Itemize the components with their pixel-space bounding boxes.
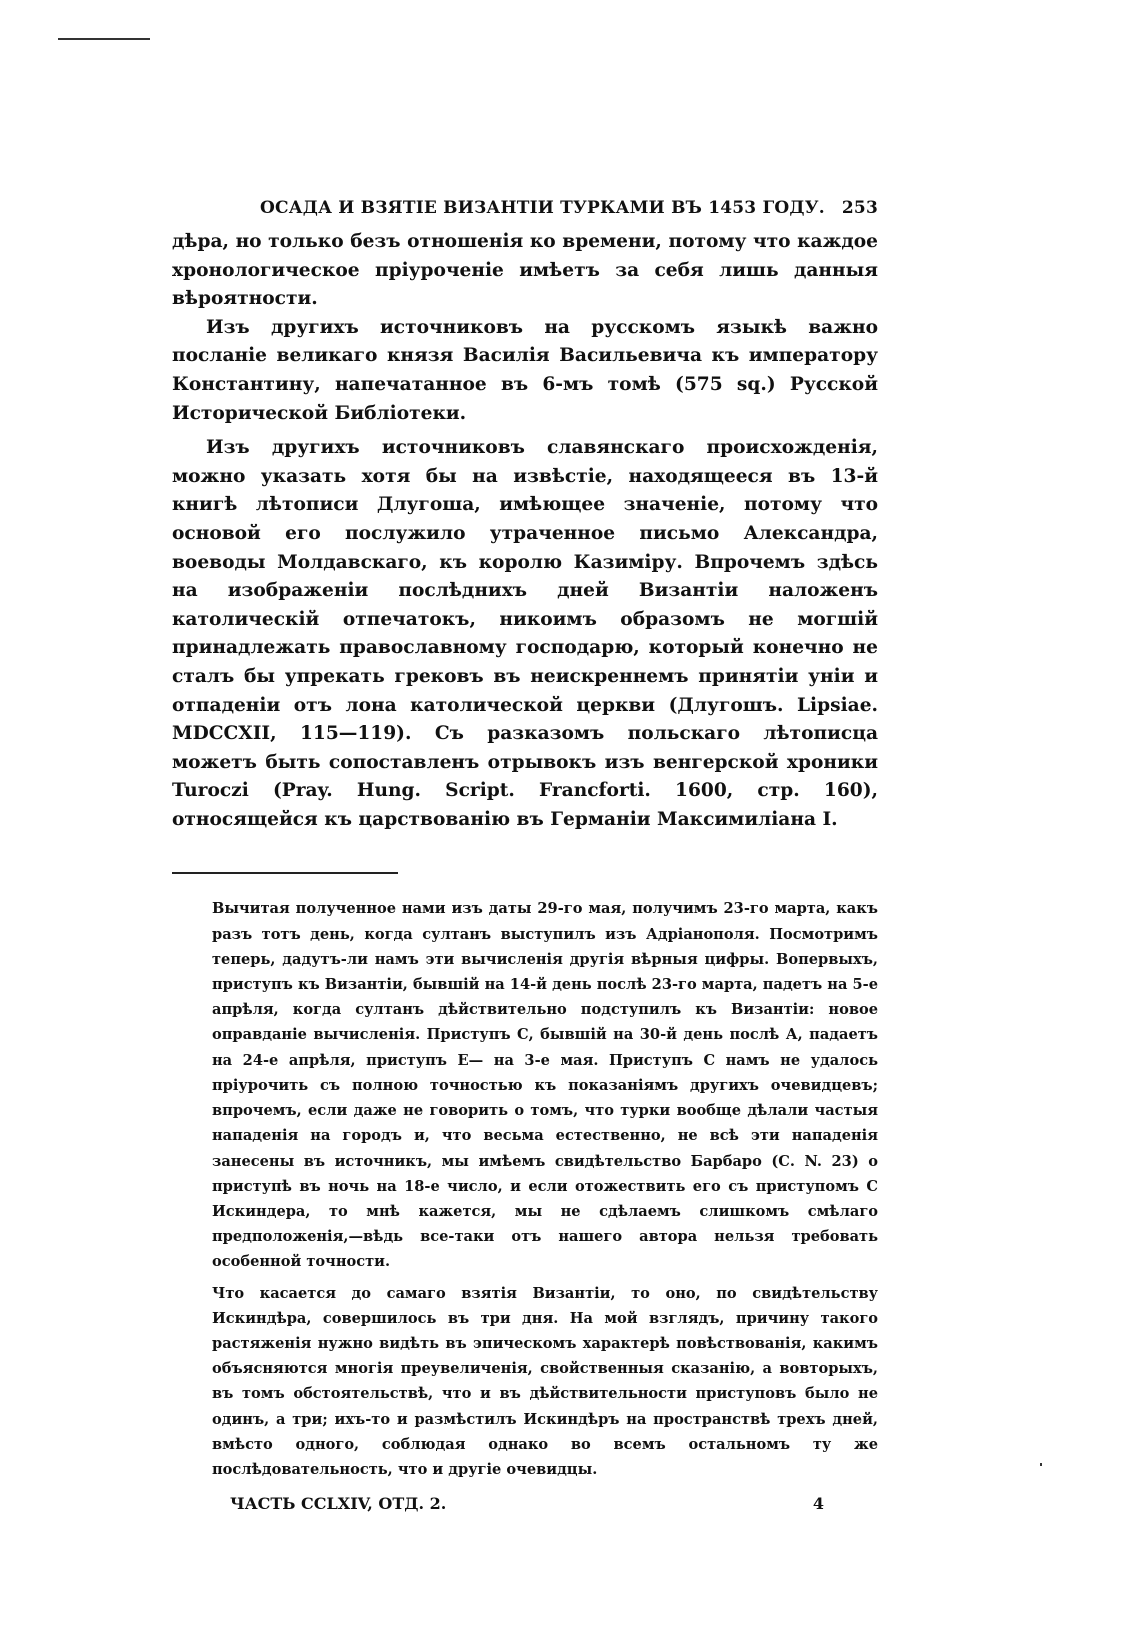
- body-paragraph: Изъ другихъ источниковъ на русскомъ языкѣ важно посланіе великаго князя Василія Васильевича къ императору Константину, напечатанное въ 6-мъ томѣ (575 sq.) Русской Исторической Библіотеки.: [172, 316, 878, 424]
- body-paragraph: дѣра, но только безъ отношенія ко времени, потому что каждое хронологическое пріуроченіе имѣетъ за себя лишь данныя вѣроятности.: [172, 231, 878, 310]
- running-title: ОСАДА И ВЗЯТІЕ ВИЗАНТІИ ТУРКАМИ ВЪ 1453 ГОДУ.: [260, 198, 825, 218]
- body-text: [172, 228, 878, 834]
- scan-edge-rule: [58, 38, 150, 40]
- page-number: 253: [841, 198, 878, 218]
- footnote-separator: [172, 872, 398, 874]
- footnote-paragraph: Вычитая полученное нами изъ даты 29-го мая, получимъ 23-го марта, какъ разъ тотъ день, когда султанъ выступилъ изъ Адріанополя. Посмотримъ теперь, дадутъ-ли намъ эти вычисленія другія вѣрныя цифры. Вопервыхъ, приступъ къ Византіи, бывшій на 14-й день послѣ 23-го марта, падетъ на 5-е апрѣля, когда султанъ дѣйствительно подступилъ къ Византіи: новое оправданіе вычисленія. Приступъ С, бывшій на 30-й день послѣ А, падаетъ на 24-е апрѣля, приступъ Е— на 3-е мая. Приступъ С намъ не удалось пріурочить съ полною точностью къ показаніямъ другихъ очевидцевъ; впрочемъ, если даже не говорить о томъ, что турки вообще дѣлали частыя нападенія на городъ и, что весьма естественно, не всѣ эти нападенія занесены въ источникъ, мы имѣемъ свидѣтельство Барбаро (С. N. 23) о приступѣ въ ночь на 18-е число, и если отожествить его съ приступомъ С Искиндера, то мнѣ кажется, мы не сдѣлаемъ слишкомъ смѣлаго предположенія,—вѣдь все-таки отъ нашего автора нельзя требовать особенной точности.: [212, 900, 878, 1271]
- part-section-label: ЧАСТЬ CCLXIV, ОТД. 2.: [230, 1494, 447, 1514]
- signature-line: [172, 1494, 878, 1513]
- page: [172, 198, 878, 1513]
- scan-speck: [1040, 1463, 1042, 1466]
- footnote-paragraph: Что касается до самаго взятія Византіи, то оно, по свидѣтельству Искиндѣра, совершилось въ три дня. На мой взглядъ, причину такого растяженія нужно видѣть въ эпическомъ характерѣ повѣствованія, какимъ объясняются многія преувеличенія, свойственныя сказанію, а вовторыхъ, въ томъ обстоятельствѣ, что и въ дѣйствительности приступовъ было не одинъ, а три; ихъ-то и размѣстилъ Искиндѣръ на пространствѣ трехъ дней, вмѣсто одного, соблюдая однако во всемъ остальномъ ту же послѣдовательность, что и другіе очевидцы.: [212, 1284, 878, 1478]
- sheet-number: 4: [812, 1494, 824, 1514]
- footnote: [172, 896, 878, 1482]
- running-head: [172, 198, 878, 218]
- body-paragraph: Изъ другихъ источниковъ славянскаго происхожденія, можно указать хотя бы на извѣстіе, находящееся въ 13-й книгѣ лѣтописи Длугоша, имѣющее значеніе, потому что основой его послужило утраченное письмо Александра, воеводы Молдавскаго, къ королю Казиміру. Впрочемъ здѣсь на изображеніи послѣднихъ дней Византіи наложенъ католическій отпечатокъ, никоимъ образомъ не могшій принадлежать православному господарю, который конечно не сталъ бы упрекать грековъ въ неискреннемъ принятіи уніи и отпаденіи отъ лона католической церкви (Длугошъ. Lipsiae. MDCCXII, 115—119). Съ разказомъ польскаго лѣтописца можетъ быть сопоставленъ отрывокъ изъ венгерской хроники Turoczi (Pray. Hung. Script. Francforti. 1600, стр. 160), относящейся къ царствованію въ Германіи Максимиліана I.: [172, 437, 878, 830]
